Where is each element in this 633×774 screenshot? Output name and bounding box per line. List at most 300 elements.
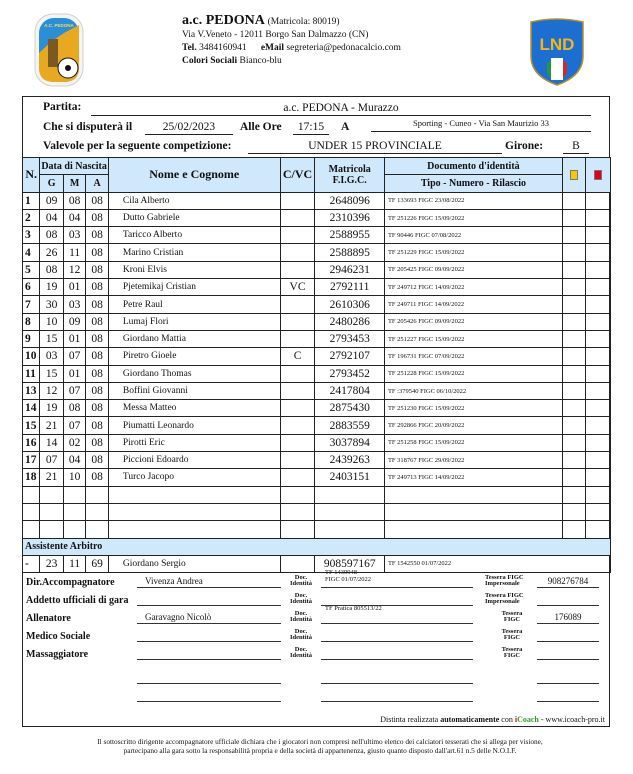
- player-row: [23, 227, 611, 244]
- empty-cell: [384, 503, 562, 520]
- birth-month: 12: [63, 261, 85, 278]
- staff-role-label: Medico Sociale: [26, 631, 91, 642]
- header-matricola: Matricola F.I.G.C.: [315, 158, 385, 193]
- header-cvc: C/VC: [280, 158, 315, 193]
- player-name: Giordano Thomas: [108, 365, 280, 382]
- player-document: TF :379540 FIGC 06/10/2022: [384, 382, 562, 399]
- doc-identita-label: [285, 611, 317, 623]
- player-document: TF 251226 FIGC 15/09/2022: [384, 209, 562, 226]
- header-g: G: [40, 175, 64, 192]
- birth-month: 04: [63, 452, 85, 469]
- header-m: M: [63, 175, 85, 192]
- yellow-card-cell: [562, 209, 586, 226]
- empty-cell: [108, 521, 280, 538]
- empty-cell: [280, 503, 315, 520]
- player-name: Piumatti Leonardo: [108, 417, 280, 434]
- tessera-label-line: Tessera FIGC: [485, 592, 524, 599]
- captain-mark: [280, 434, 315, 451]
- player-name: Cila Alberto: [108, 192, 280, 209]
- blank-name-line: [137, 672, 281, 684]
- red-card-cell: [586, 365, 611, 382]
- player-name: Pirotti Eric: [108, 434, 280, 451]
- player-name: Turco Jacopo: [108, 469, 280, 486]
- disclaimer-line-1: Il sottoscritto dirigente accompagnatore ufficiale dichiara che i giocatori non compresi nell'ultimo elenco dei calciatori tesserati che si allega per visione,: [97, 737, 543, 746]
- yellow-card-cell: [562, 279, 586, 296]
- player-document: TF 251258 FIGC 15/09/2022: [384, 434, 562, 451]
- tessera-label-line: FIGC: [503, 616, 521, 623]
- staff-name-field: [137, 594, 281, 606]
- player-name: Giordano Mattia: [108, 330, 280, 347]
- player-matricola: 2875430: [315, 400, 385, 417]
- birth-day: 08: [40, 261, 64, 278]
- staff-doc-line-2: FIGC 01/07/2022: [325, 576, 372, 583]
- assistant-row: [23, 555, 611, 572]
- player-document: TF 251228 FIGC 15/09/2022: [384, 365, 562, 382]
- player-name: Lumaj Flori: [108, 313, 280, 330]
- player-matricola: 2946231: [315, 261, 385, 278]
- staff-row: [23, 627, 609, 647]
- birth-year: 08: [86, 417, 108, 434]
- doc-label-line: Identità: [289, 634, 313, 641]
- red-card-cell: [586, 227, 611, 244]
- red-card-cell: [586, 296, 611, 313]
- birth-month: 02: [63, 434, 85, 451]
- doc-label-line: Doc.: [294, 646, 308, 653]
- player-number: 7: [23, 296, 40, 313]
- yellow-card-cell: [562, 296, 586, 313]
- doc-label-line: Identità: [289, 580, 313, 587]
- player-number: 2: [23, 209, 40, 226]
- player-number: 3: [23, 227, 40, 244]
- player-row: [23, 244, 611, 261]
- empty-cell: [586, 503, 611, 520]
- birth-month: 07: [63, 382, 85, 399]
- staff-doc-field: [321, 630, 473, 642]
- birth-day: 03: [40, 348, 64, 365]
- player-document: TF 205425 FIGC 09/09/2022: [384, 261, 562, 278]
- birth-day: 30: [40, 296, 64, 313]
- blank-staff-row: [23, 687, 609, 707]
- blank-staff-row: [23, 669, 609, 689]
- player-matricola: 2648096: [315, 192, 385, 209]
- captain-mark: [280, 382, 315, 399]
- header-doc-sub: Tipo - Numero - Rilascio: [384, 175, 562, 192]
- player-document: TF 318767 FIGC 29/09/2022: [384, 452, 562, 469]
- birth-month: 11: [63, 555, 85, 572]
- captain-mark: [280, 417, 315, 434]
- red-card-cell: [586, 209, 611, 226]
- header-n: N.: [23, 158, 40, 193]
- birth-month: 03: [63, 296, 85, 313]
- player-row: [23, 400, 611, 417]
- assistant-heading-row: [23, 538, 611, 555]
- player-name: Marino Cristian: [108, 244, 280, 261]
- player-name: Kroni Elvis: [108, 261, 280, 278]
- time-value: 17:15: [293, 120, 329, 135]
- staff-name-field: Vivenza Andrea: [137, 576, 281, 588]
- player-matricola: 2883559: [315, 417, 385, 434]
- player-row: [23, 261, 611, 278]
- club-name: a.c. PEDONA (Matricola: 80019): [182, 13, 340, 28]
- tessera-label: [497, 647, 527, 659]
- staff-tessera-field: [537, 648, 599, 660]
- staff-role-label: Allenatore: [26, 613, 71, 624]
- distinta-form: [22, 96, 610, 727]
- player-document: TF 251227 FIGC 15/09/2022: [384, 330, 562, 347]
- player-document: TF 90446 FIGC 07/08/2022: [384, 227, 562, 244]
- birth-month: 01: [63, 365, 85, 382]
- birth-month: 03: [63, 227, 85, 244]
- yellow-card-icon: [570, 170, 578, 180]
- player-matricola: 2610306: [315, 296, 385, 313]
- player-document: TF 251229 FIGC 15/09/2022: [384, 244, 562, 261]
- empty-cell: [86, 521, 108, 538]
- staff-tessera-field: [537, 594, 599, 606]
- player-matricola: 3037894: [315, 434, 385, 451]
- player-matricola: 2439263: [315, 452, 385, 469]
- empty-cell: [108, 486, 280, 503]
- empty-cell: [562, 521, 586, 538]
- red-card-cell: [586, 313, 611, 330]
- yellow-card-cell: [562, 192, 586, 209]
- empty-cell: [315, 503, 385, 520]
- staff-doc-line-1: TF 1439948: [325, 569, 357, 576]
- staff-row: [23, 591, 609, 611]
- birth-year: 08: [86, 434, 108, 451]
- birth-day: 26: [40, 244, 64, 261]
- captain-mark: VC: [280, 279, 315, 296]
- staff-role-label: Dir.Accompagnatore: [26, 577, 115, 588]
- blank-tessera-line: [537, 672, 599, 684]
- empty-cell: [40, 521, 64, 538]
- partita-label: Partita:: [43, 101, 82, 113]
- tessera-label-line: Tessera: [501, 646, 523, 653]
- player-matricola: 2792111: [315, 279, 385, 296]
- player-number: 4: [23, 244, 40, 261]
- club-colors: Colori Sociali Bianco-blu: [182, 56, 282, 66]
- doc-identita-label: [285, 575, 317, 587]
- birth-day: 07: [40, 452, 64, 469]
- player-row: [23, 192, 611, 209]
- birth-year: 08: [86, 330, 108, 347]
- club-logo-text: A.C. PEDONA: [44, 23, 74, 28]
- red-card-cell: [586, 469, 611, 486]
- birth-month: 08: [63, 400, 85, 417]
- birth-day: 21: [40, 469, 64, 486]
- tessera-label-line: Tessera: [501, 628, 523, 635]
- captain-mark: [280, 365, 315, 382]
- yellow-card-cell: [562, 348, 586, 365]
- time-label: Alle Ore: [240, 121, 282, 133]
- yellow-card-cell: [562, 227, 586, 244]
- birth-year: 08: [86, 227, 108, 244]
- player-matricola: 2417804: [315, 382, 385, 399]
- lnd-logo: [527, 16, 587, 86]
- club-contacts: Tel. 3484160941 eMail segreteria@pedonacalcio.com: [182, 43, 401, 53]
- player-name: Piccioni Edoardo: [108, 452, 280, 469]
- birth-month: 07: [63, 417, 85, 434]
- tessera-label-line: FIGC: [503, 652, 521, 659]
- empty-cell: [108, 503, 280, 520]
- player-name: Petre Raul: [108, 296, 280, 313]
- birth-year: 08: [86, 382, 108, 399]
- empty-cell: [315, 521, 385, 538]
- player-number: 15: [23, 417, 40, 434]
- player-number: 17: [23, 452, 40, 469]
- credit-line: Distinta realizzata automaticamente con iCoach - www.icoach-pro.it: [380, 715, 605, 724]
- red-card-cell: [586, 192, 611, 209]
- player-matricola: 2793452: [315, 365, 385, 382]
- player-row: [23, 417, 611, 434]
- player-row: [23, 434, 611, 451]
- player-document: TF 249711 FIGC 14/09/2022: [384, 296, 562, 313]
- captain-mark: [280, 192, 315, 209]
- birth-month: 11: [63, 244, 85, 261]
- match-info: [23, 97, 609, 157]
- player-document: TF 205426 FIGC 09/09/2022: [384, 313, 562, 330]
- date-label: Che si disputerà il: [43, 121, 133, 133]
- girone-value: B: [563, 139, 589, 154]
- player-document: TF 249713 FIGC 14/09/2022: [384, 469, 562, 486]
- red-card-icon: [594, 170, 602, 180]
- birth-day: 15: [40, 365, 64, 382]
- blank-doc-line: [321, 690, 473, 702]
- doc-label-line: Identità: [289, 616, 313, 623]
- staff-tessera-field: [537, 630, 599, 642]
- staff-name-field: [137, 630, 281, 642]
- staff-doc-field: [321, 612, 473, 624]
- player-number: 10: [23, 348, 40, 365]
- player-matricola: 2588955: [315, 227, 385, 244]
- birth-year: 08: [86, 469, 108, 486]
- partita-value: a.c. PEDONA - Murazzo: [91, 101, 591, 116]
- empty-cell: [63, 503, 85, 520]
- player-document: TF 292866 FIGC 20/09/2022: [384, 417, 562, 434]
- captain-mark: [280, 209, 315, 226]
- venue-label: A: [341, 121, 350, 133]
- birth-month: 10: [63, 469, 85, 486]
- birth-day: 14: [40, 434, 64, 451]
- player-row: [23, 313, 611, 330]
- empty-cell: [586, 521, 611, 538]
- red-card-cell: [586, 348, 611, 365]
- player-matricola: 2403151: [315, 469, 385, 486]
- empty-cell: [280, 521, 315, 538]
- assistant-heading: Assistente Arbitro: [23, 538, 611, 555]
- birth-year: 08: [86, 279, 108, 296]
- player-document: TF 133693 FIGC 23/08/2022: [384, 192, 562, 209]
- player-document: TF 249712 FIGC 14/09/2022: [384, 279, 562, 296]
- header-red-card: [586, 158, 611, 193]
- lnd-logo-text: LND: [539, 35, 575, 54]
- red-card-cell: [586, 261, 611, 278]
- birth-year: 08: [86, 209, 108, 226]
- captain-mark: [280, 261, 315, 278]
- staff-row: [23, 569, 609, 593]
- staff-doc-line-1: TF Pratica 805513/22: [325, 605, 382, 612]
- assistant-matricola: 908597167: [315, 555, 385, 572]
- tessera-label-line: Tessera FIGC: [485, 574, 524, 581]
- captain-mark: [280, 555, 315, 572]
- birth-year: 08: [86, 365, 108, 382]
- player-number: 5: [23, 261, 40, 278]
- player-number: 1: [23, 192, 40, 209]
- doc-label-line: Doc.: [294, 628, 308, 635]
- doc-label-line: Doc.: [294, 574, 308, 581]
- club-info: [182, 14, 401, 68]
- yellow-card-cell: [562, 469, 586, 486]
- girone-label: Girone:: [505, 140, 544, 152]
- empty-cell: [63, 486, 85, 503]
- doc-label-line: Doc.: [294, 610, 308, 617]
- captain-mark: [280, 400, 315, 417]
- player-row: [23, 209, 611, 226]
- yellow-card-cell: [562, 434, 586, 451]
- player-number: 16: [23, 434, 40, 451]
- birth-day: 10: [40, 313, 64, 330]
- player-name: Pjetemikaj Cristian: [108, 279, 280, 296]
- birth-year: 69: [86, 555, 108, 572]
- captain-mark: [280, 227, 315, 244]
- empty-row: [23, 486, 611, 503]
- player-matricola: 2792107: [315, 348, 385, 365]
- birth-day: 21: [40, 417, 64, 434]
- birth-year: 08: [86, 348, 108, 365]
- doc-label-line: Identità: [289, 598, 313, 605]
- birth-month: 08: [63, 192, 85, 209]
- red-card-cell: [586, 244, 611, 261]
- tessera-label-line: FIGC: [503, 634, 521, 641]
- staff-row: [23, 645, 609, 665]
- club-logo: [34, 13, 84, 87]
- red-card-cell: [586, 452, 611, 469]
- player-number: 9: [23, 330, 40, 347]
- player-row: [23, 452, 611, 469]
- birth-day: 19: [40, 400, 64, 417]
- tessera-label-line: Impersonale: [485, 598, 520, 605]
- staff-name-field: [137, 648, 281, 660]
- roster-table: [22, 157, 611, 573]
- captain-mark: [280, 244, 315, 261]
- red-card-cell: [586, 434, 611, 451]
- empty-cell: [23, 503, 40, 520]
- tessera-label-line: Impersonale: [485, 580, 520, 587]
- player-name: Boffini Giovanni: [108, 382, 280, 399]
- staff-row: [23, 605, 609, 629]
- birth-day: 09: [40, 192, 64, 209]
- player-matricola: 2310396: [315, 209, 385, 226]
- staff-role-label: Addetto ufficiali di gara: [26, 595, 129, 606]
- yellow-card-cell: [562, 330, 586, 347]
- player-document: TF 251230 FIGC 15/09/2022: [384, 400, 562, 417]
- empty-cell: [586, 486, 611, 503]
- empty-cell: [384, 486, 562, 503]
- staff-tessera-field: 908276784: [537, 576, 599, 588]
- player-matricola: 2793453: [315, 330, 385, 347]
- captain-mark: [280, 330, 315, 347]
- player-number: 11: [23, 365, 40, 382]
- blank-doc-line: [321, 672, 473, 684]
- empty-cell: [562, 486, 586, 503]
- player-number: 6: [23, 279, 40, 296]
- header-a: A: [86, 175, 108, 192]
- disclaimer: [30, 737, 610, 755]
- captain-mark: [280, 469, 315, 486]
- player-number: 13: [23, 382, 40, 399]
- player-row: [23, 330, 611, 347]
- empty-cell: [23, 486, 40, 503]
- staff-name-field: Garavagno Nicolò: [137, 612, 281, 624]
- birth-year: 08: [86, 261, 108, 278]
- empty-cell: [40, 503, 64, 520]
- staff-role-label: Massaggiatore: [26, 649, 89, 660]
- yellow-card-cell: [562, 261, 586, 278]
- empty-cell: [86, 503, 108, 520]
- birth-year: 08: [86, 192, 108, 209]
- yellow-card-cell: [562, 417, 586, 434]
- player-number: 8: [23, 313, 40, 330]
- birth-day: 15: [40, 330, 64, 347]
- player-row: [23, 365, 611, 382]
- player-row: [23, 279, 611, 296]
- venue-value: Sporting - Cuneo - Via San Maurizio 33: [371, 117, 591, 132]
- empty-row: [23, 521, 611, 538]
- disclaimer-line-2: partecipano alla gara sotto la responsabilità propria e della società di appartenenza, giusto quanto disposto dall'art.61 n.5 delle N.O.I.F.: [123, 746, 517, 755]
- player-row: [23, 469, 611, 486]
- birth-year: 08: [86, 244, 108, 261]
- player-name: Piretro Gioele: [108, 348, 280, 365]
- player-matricola: 2588895: [315, 244, 385, 261]
- birth-month: 07: [63, 348, 85, 365]
- header-name: Nome e Cognome: [108, 158, 280, 193]
- yellow-card-cell: [562, 365, 586, 382]
- player-matricola: 2480286: [315, 313, 385, 330]
- assistant-number: -: [23, 555, 40, 572]
- header-birth: Data di Nascita: [40, 158, 108, 175]
- header-doc: Documento d'identità: [384, 158, 562, 175]
- tessera-label-line: Tessera: [501, 610, 523, 617]
- player-document: TF 196731 FIGC 07/09/2022: [384, 348, 562, 365]
- assistant-name: Giordano Sergio: [108, 555, 280, 572]
- birth-year: 08: [86, 296, 108, 313]
- tessera-label: [497, 629, 527, 641]
- yellow-card-cell: [562, 452, 586, 469]
- club-address: Via V.Veneto - 12011 Borgo San Dalmazzo (CN): [182, 30, 369, 40]
- empty-cell: [384, 521, 562, 538]
- red-card-cell: [586, 417, 611, 434]
- birth-day: 23: [40, 555, 64, 572]
- player-name: Taricco Alberto: [108, 227, 280, 244]
- captain-mark: C: [280, 348, 315, 365]
- header-yellow-card: [562, 158, 586, 193]
- red-card-cell: [586, 330, 611, 347]
- birth-month: 01: [63, 330, 85, 347]
- date-value: 25/02/2023: [145, 120, 233, 135]
- captain-mark: [280, 452, 315, 469]
- birth-month: 01: [63, 279, 85, 296]
- birth-day: 19: [40, 279, 64, 296]
- player-name: Dutto Gabriele: [108, 209, 280, 226]
- staff-tessera-field: 176089: [537, 612, 599, 624]
- yellow-card-cell: [562, 244, 586, 261]
- birth-month: 09: [63, 313, 85, 330]
- tessera-label: [485, 575, 535, 587]
- doc-label-line: Identità: [289, 652, 313, 659]
- blank-tessera-line: [537, 690, 599, 702]
- birth-month: 04: [63, 209, 85, 226]
- red-card-cell: [586, 400, 611, 417]
- yellow-card-cell: [562, 313, 586, 330]
